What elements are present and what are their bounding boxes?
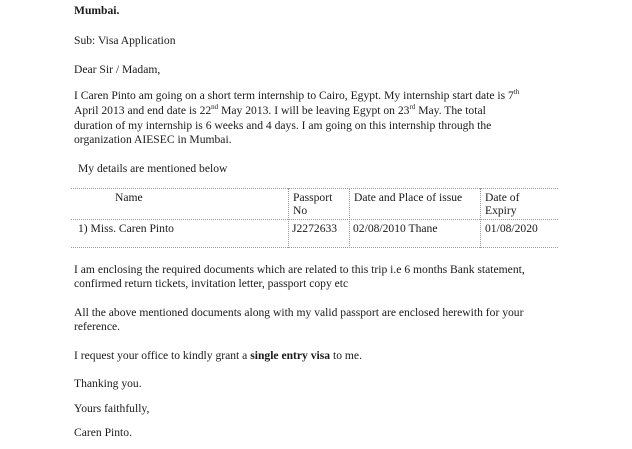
paragraph-line: April 2013 and end date is 22nd May 2013. I will be leaving Egypt on 23rd May. The total: [74, 103, 486, 117]
header-expiry-date: Date of: [485, 191, 520, 204]
letter-thanks: Thanking you.: [74, 377, 142, 390]
visa-type: single entry visa: [250, 349, 331, 362]
cell-expiry: 01/08/2020: [485, 222, 538, 235]
details-intro: My details are mentioned below: [78, 162, 228, 175]
paragraph-line: I am enclosing the required documents which are related to this trip i.e 6 months Bank statement,: [74, 263, 525, 276]
cell-issue: 02/08/2010 Thane: [353, 222, 438, 235]
table-column-divider: [349, 188, 350, 248]
header-passport-no: No: [293, 204, 308, 217]
superscript: nd: [211, 103, 219, 111]
letter-signature: Caren Pinto.: [74, 426, 132, 439]
header-passport: Passport: [293, 191, 333, 204]
paragraph-line: All the above mentioned documents along with my valid passport are enclosed herewith for your: [74, 306, 524, 319]
table-top-border: [71, 188, 558, 189]
letter-salutation: Dear Sir / Madam,: [74, 63, 161, 76]
letter-closing: Yours faithfully,: [74, 402, 150, 415]
superscript: rd: [409, 103, 416, 111]
paragraph-line: confirmed return tickets, invitation letter, passport copy etc: [74, 277, 349, 290]
table-column-divider: [288, 188, 289, 248]
letter-subject: Sub: Visa Application: [74, 34, 176, 47]
paragraph-request: I request your office to kindly grant a single entry visa to me.: [74, 349, 362, 362]
details-table: [71, 188, 558, 248]
header-name: Name: [115, 191, 143, 204]
cell-passport: J2272633: [292, 222, 338, 235]
header-expiry: Expiry: [485, 204, 517, 217]
letter-place: Mumbai.: [74, 4, 120, 17]
header-issue: Date and Place of issue: [354, 191, 463, 204]
paragraph-line: duration of my internship is 6 weeks and 4 days. I am going on this internship through the: [74, 119, 492, 132]
table-column-divider: [480, 188, 481, 248]
table-bottom-border: [71, 247, 558, 248]
paragraph-line: I Caren Pinto am going on a short term internship to Cairo, Egypt. My internship start date is 7th: [74, 88, 520, 102]
superscript: th: [513, 88, 520, 96]
table-row-divider: [71, 219, 558, 220]
cell-name: 1) Miss. Caren Pinto: [78, 222, 174, 235]
paragraph-line: organization AIESEC in Mumbai.: [74, 133, 232, 146]
paragraph-line: reference.: [74, 320, 121, 333]
